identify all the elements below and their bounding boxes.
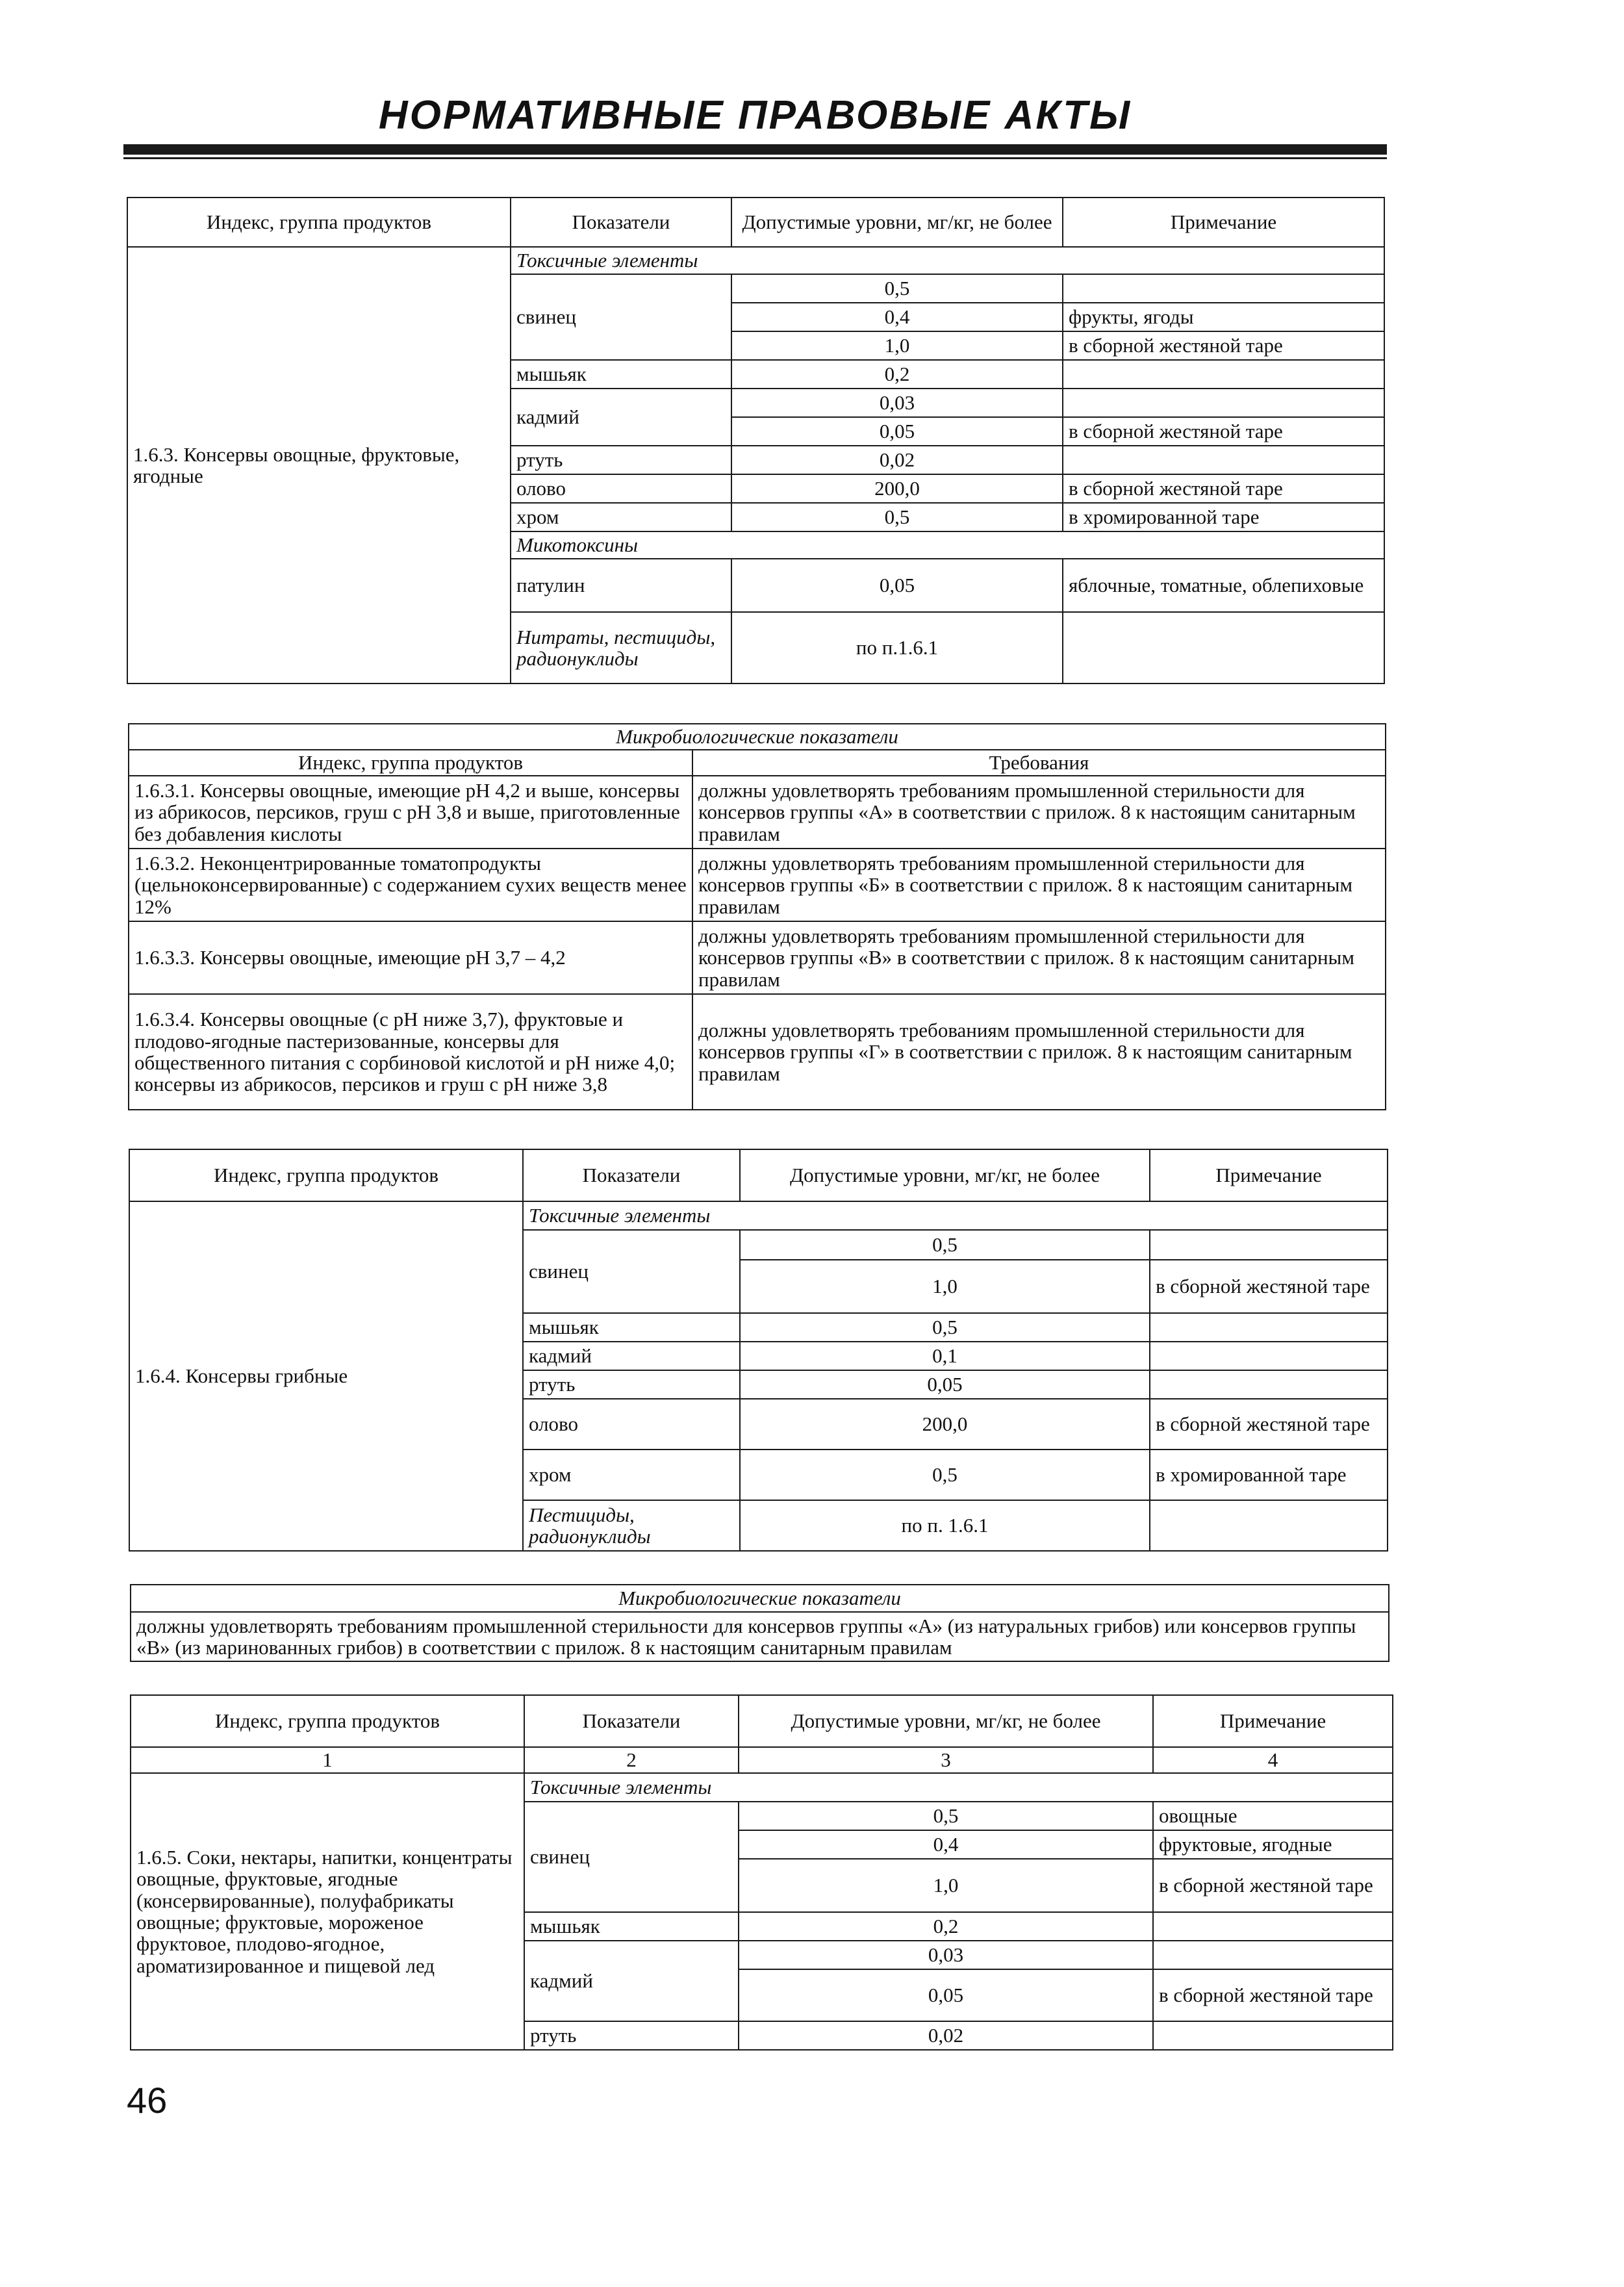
product-group-cell: 1.6.3. Консервы овощные, фруктовые, ягодные xyxy=(127,247,511,684)
column-number: 1 xyxy=(131,1747,524,1773)
level-cell: 0,5 xyxy=(740,1450,1150,1500)
level-cell: 0,5 xyxy=(740,1313,1150,1342)
level-cell: 0,4 xyxy=(731,303,1063,331)
header-levels: Допустимые уровни, мг/кг, не более xyxy=(740,1149,1150,1201)
header-levels: Допустимые уровни, мг/кг, не более xyxy=(731,198,1063,247)
note-cell: овощные xyxy=(1153,1802,1393,1830)
level-cell: 0,5 xyxy=(740,1230,1150,1260)
header-index: Индекс, группа продуктов xyxy=(131,1695,524,1747)
level-cell: 1,0 xyxy=(740,1260,1150,1313)
level-cell: 0,02 xyxy=(739,2021,1153,2050)
note-cell xyxy=(1153,1912,1393,1941)
indicator-cell: олово xyxy=(511,474,731,503)
note-cell: в сборной жестяной таре xyxy=(1150,1399,1388,1450)
note-cell xyxy=(1063,389,1384,417)
indicator-cell: свинец xyxy=(524,1802,739,1912)
note-cell xyxy=(1150,1230,1388,1260)
note-cell xyxy=(1063,360,1384,389)
table-canned-vegetables-toxic xyxy=(127,197,1385,684)
micro-requirement-cell: должны удовлетворять требованиям промышленной стерильности для консервов группы «В» в соответствии с прилож. 8 к настоящим санитарным правилам xyxy=(692,921,1386,994)
indicator-cell: олово xyxy=(523,1399,740,1450)
table-juices-toxic xyxy=(130,1694,1393,2051)
level-cell: 0,5 xyxy=(731,274,1063,303)
indicator-cell: ртуть xyxy=(523,1370,740,1399)
level-cell: 0,05 xyxy=(740,1370,1150,1399)
micro-index-cell: 1.6.3.4. Консервы овощные (с pH ниже 3,7), фруктовые и плодово-ягодные пастеризованные, консервы для общественного питания с сорбиновой кислотой и pH ниже 4,0; консервы из абрикосов, персиков и груш с pH ниже 3,8 xyxy=(129,994,692,1110)
header-indicators: Показатели xyxy=(524,1695,739,1747)
indicator-cell: свинец xyxy=(523,1230,740,1313)
note-cell: в сборной жестяной таре xyxy=(1150,1260,1388,1313)
micro-requirement-text: должны удовлетворять требованиям промышленной стерильности для консервов группы «А» (из натуральных грибов) или консервов группы «В» (из маринованных грибов) в соответствии с прилож. 8 к настоящим санитарным правилам xyxy=(131,1612,1389,1661)
table-canned-mushrooms-micro xyxy=(130,1584,1389,1662)
table-canned-vegetables-micro xyxy=(128,723,1386,1110)
note-cell xyxy=(1150,1370,1388,1399)
micro-title: Микробиологические показатели xyxy=(131,1585,1389,1612)
header-levels: Допустимые уровни, мг/кг, не более xyxy=(739,1695,1153,1747)
indicator-cell: хром xyxy=(511,503,731,531)
note-cell: яблочные, томатные, облепиховые xyxy=(1063,559,1384,612)
header-note: Примечание xyxy=(1153,1695,1393,1747)
indicator-cell: патулин xyxy=(511,559,731,612)
header-indicators: Показатели xyxy=(511,198,731,247)
level-cell: 0,1 xyxy=(740,1342,1150,1370)
header-index: Индекс, группа продуктов xyxy=(129,1149,523,1201)
header-requirements: Требования xyxy=(692,750,1386,776)
level-cell: 0,02 xyxy=(731,446,1063,474)
section-toxic-elements: Токсичные элементы xyxy=(523,1201,1388,1230)
level-cell: 0,2 xyxy=(731,360,1063,389)
note-cell: в сборной жестяной таре xyxy=(1153,1969,1393,2021)
level-cell: 0,5 xyxy=(739,1802,1153,1830)
level-cell: 0,05 xyxy=(739,1969,1153,2021)
product-group-cell: 1.6.4. Консервы грибные xyxy=(129,1201,523,1551)
header-indicators: Показатели xyxy=(523,1149,740,1201)
section-mycotoxins: Микотоксины xyxy=(511,531,1384,559)
indicator-cell: кадмий xyxy=(511,389,731,446)
indicator-cell: хром xyxy=(523,1450,740,1500)
column-number: 3 xyxy=(739,1747,1153,1773)
note-cell xyxy=(1150,1500,1388,1551)
note-cell: в сборной жестяной таре xyxy=(1063,331,1384,360)
indicator-cell: кадмий xyxy=(524,1941,739,2021)
level-cell: по п.1.6.1 xyxy=(731,612,1063,684)
header-index: Индекс, группа продуктов xyxy=(127,198,511,247)
micro-index-cell: 1.6.3.3. Консервы овощные, имеющие pH 3,7 – 4,2 xyxy=(129,921,692,994)
section-toxic-elements: Токсичные элементы xyxy=(511,247,1384,274)
header-note: Примечание xyxy=(1063,198,1384,247)
indicator-cell: ртуть xyxy=(524,2021,739,2050)
indicator-cell: Нитраты, пестициды, радионуклиды xyxy=(511,612,731,684)
indicator-cell: кадмий xyxy=(523,1342,740,1370)
level-cell: 200,0 xyxy=(731,474,1063,503)
micro-title: Микробиологические показатели xyxy=(129,724,1386,750)
note-cell xyxy=(1063,612,1384,684)
header-index: Индекс, группа продуктов xyxy=(129,750,692,776)
page-number: 46 xyxy=(127,2080,168,2121)
section-toxic-elements: Токсичные элементы xyxy=(524,1773,1393,1802)
note-cell: в сборной жестяной таре xyxy=(1063,417,1384,446)
indicator-cell: свинец xyxy=(511,274,731,360)
note-cell xyxy=(1150,1342,1388,1370)
note-cell: в сборной жестяной таре xyxy=(1153,1859,1393,1912)
level-cell: 1,0 xyxy=(731,331,1063,360)
indicator-cell: мышьяк xyxy=(523,1313,740,1342)
level-cell: 1,0 xyxy=(739,1859,1153,1912)
column-number: 2 xyxy=(524,1747,739,1773)
micro-requirement-cell: должны удовлетворять требованиям промышленной стерильности для консервов группы «А» в соответствии с прилож. 8 к настоящим санитарным правилам xyxy=(692,776,1386,849)
note-cell xyxy=(1063,274,1384,303)
level-cell: 0,5 xyxy=(731,503,1063,531)
micro-requirement-cell: должны удовлетворять требованиям промышленной стерильности для консервов группы «Г» в соответствии с прилож. 8 к настоящим санитарным правилам xyxy=(692,994,1386,1110)
note-cell: фруктовые, ягодные xyxy=(1153,1830,1393,1859)
micro-index-cell: 1.6.3.2. Неконцентрированные томатопродукты (цельноконсервированные) с содержанием сухих веществ менее 12% xyxy=(129,849,692,921)
note-cell xyxy=(1153,2021,1393,2050)
note-cell xyxy=(1153,1941,1393,1969)
indicator-cell: мышьяк xyxy=(511,360,731,389)
micro-index-cell: 1.6.3.1. Консервы овощные, имеющие pH 4,2 и выше, консервы из абрикосов, персиков, груш с pH 3,8 и выше, приготовленные без добавления кислоты xyxy=(129,776,692,849)
level-cell: 200,0 xyxy=(740,1399,1150,1450)
note-cell: в сборной жестяной таре xyxy=(1063,474,1384,503)
note-cell: фрукты, ягоды xyxy=(1063,303,1384,331)
indicator-cell: ртуть xyxy=(511,446,731,474)
note-cell: в хромированной таре xyxy=(1150,1450,1388,1500)
level-cell: 0,05 xyxy=(731,559,1063,612)
micro-requirement-cell: должны удовлетворять требованиям промышленной стерильности для консервов группы «Б» в соответствии с прилож. 8 к настоящим санитарным правилам xyxy=(692,849,1386,921)
level-cell: 0,2 xyxy=(739,1912,1153,1941)
level-cell: 0,03 xyxy=(731,389,1063,417)
level-cell: по п. 1.6.1 xyxy=(740,1500,1150,1551)
level-cell: 0,4 xyxy=(739,1830,1153,1859)
header-thick-rule xyxy=(123,144,1387,155)
column-number: 4 xyxy=(1153,1747,1393,1773)
note-cell: в хромированной таре xyxy=(1063,503,1384,531)
table-canned-mushrooms-toxic xyxy=(129,1149,1388,1552)
level-cell: 0,05 xyxy=(731,417,1063,446)
indicator-cell: Пестициды, радионуклиды xyxy=(523,1500,740,1551)
note-cell xyxy=(1063,446,1384,474)
note-cell xyxy=(1150,1313,1388,1342)
header-note: Примечание xyxy=(1150,1149,1388,1201)
page-header-title: НОРМАТИВНЫЕ ПРАВОВЫЕ АКТЫ xyxy=(378,93,1132,138)
indicator-cell: мышьяк xyxy=(524,1912,739,1941)
header-thin-rule xyxy=(123,157,1387,159)
product-group-cell: 1.6.5. Соки, нектары, напитки, концентраты овощные, фруктовые, ягодные (консервированные), полуфабрикаты овощные; фруктовые, мороженое фруктовое, плодово-ягодное, ароматизированное и пищевой лед xyxy=(131,1773,524,2050)
level-cell: 0,03 xyxy=(739,1941,1153,1969)
